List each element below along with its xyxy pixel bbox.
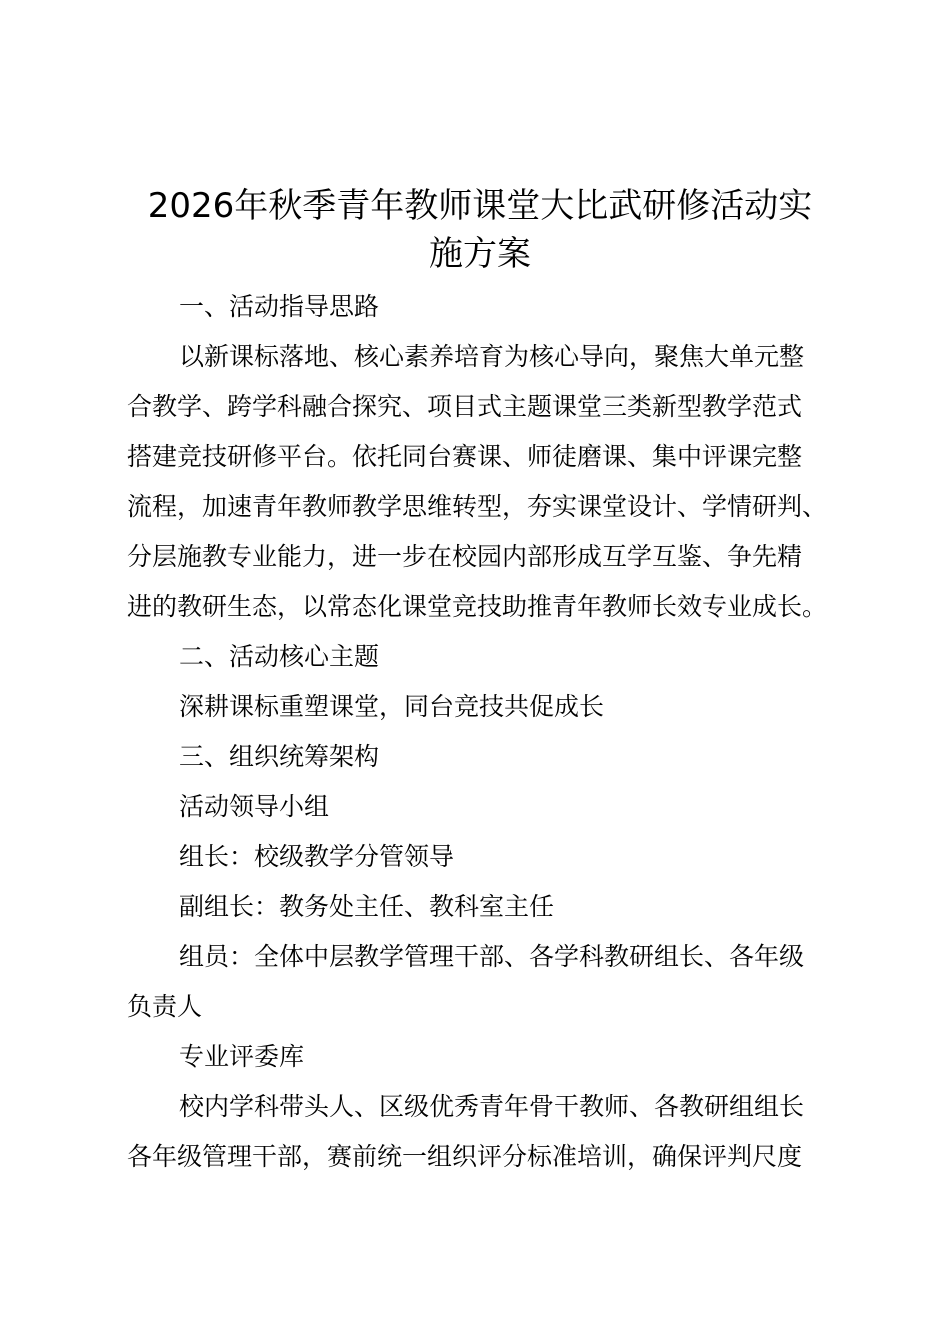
paragraph-line: 校内学科带头人、区级优秀青年骨干教师、各教研组组长: [179, 1092, 805, 1121]
section-heading-3: 三、组织统筹架构: [179, 742, 380, 771]
section-heading-2: 二、活动核心主题: [179, 642, 380, 671]
deputy-leader-line: 副组长：教务处主任、教科室主任: [179, 892, 555, 921]
group-leader-line: 组长：校级教学分管领导: [179, 842, 455, 871]
document-body: [127, 282, 839, 1182]
document-title: [110, 182, 850, 278]
paragraph-line: 分层施教专业能力，进一步在校园内部形成互学互鉴、争先精: [127, 542, 803, 571]
paragraph-line: 合教学、跨学科融合探究、项目式主题课堂三类新型教学范式: [127, 392, 803, 421]
title-line-1: 2026年秋季青年教师课堂大比武研修活动实: [147, 186, 813, 226]
subheading-leadership-group: 活动领导小组: [179, 792, 330, 821]
theme-text: 深耕课标重塑课堂，同台竞技共促成长: [179, 692, 605, 721]
section-heading-1: 一、活动指导思路: [179, 292, 380, 321]
title-line-2: 施方案: [429, 234, 531, 274]
paragraph-line: 各年级管理干部，赛前统一组织评分标准培训，确保评判尺度: [127, 1142, 803, 1171]
paragraph-line: 流程，加速青年教师教学思维转型，夯实课堂设计、学情研判、: [127, 492, 828, 521]
members-line-cont: 负责人: [127, 992, 203, 1021]
paragraph-line: 以新课标落地、核心素养培育为核心导向，聚焦大单元整: [179, 342, 805, 371]
paragraph-line: 进的教研生态，以常态化课堂竞技助推青年教师长效专业成长。: [127, 592, 828, 621]
paragraph-line: 搭建竞技研修平台。依托同台赛课、师徒磨课、集中评课完整: [127, 442, 803, 471]
members-line: 组员：全体中层教学管理干部、各学科教研组长、各年级: [179, 942, 805, 971]
subheading-judges-pool: 专业评委库: [179, 1042, 305, 1071]
